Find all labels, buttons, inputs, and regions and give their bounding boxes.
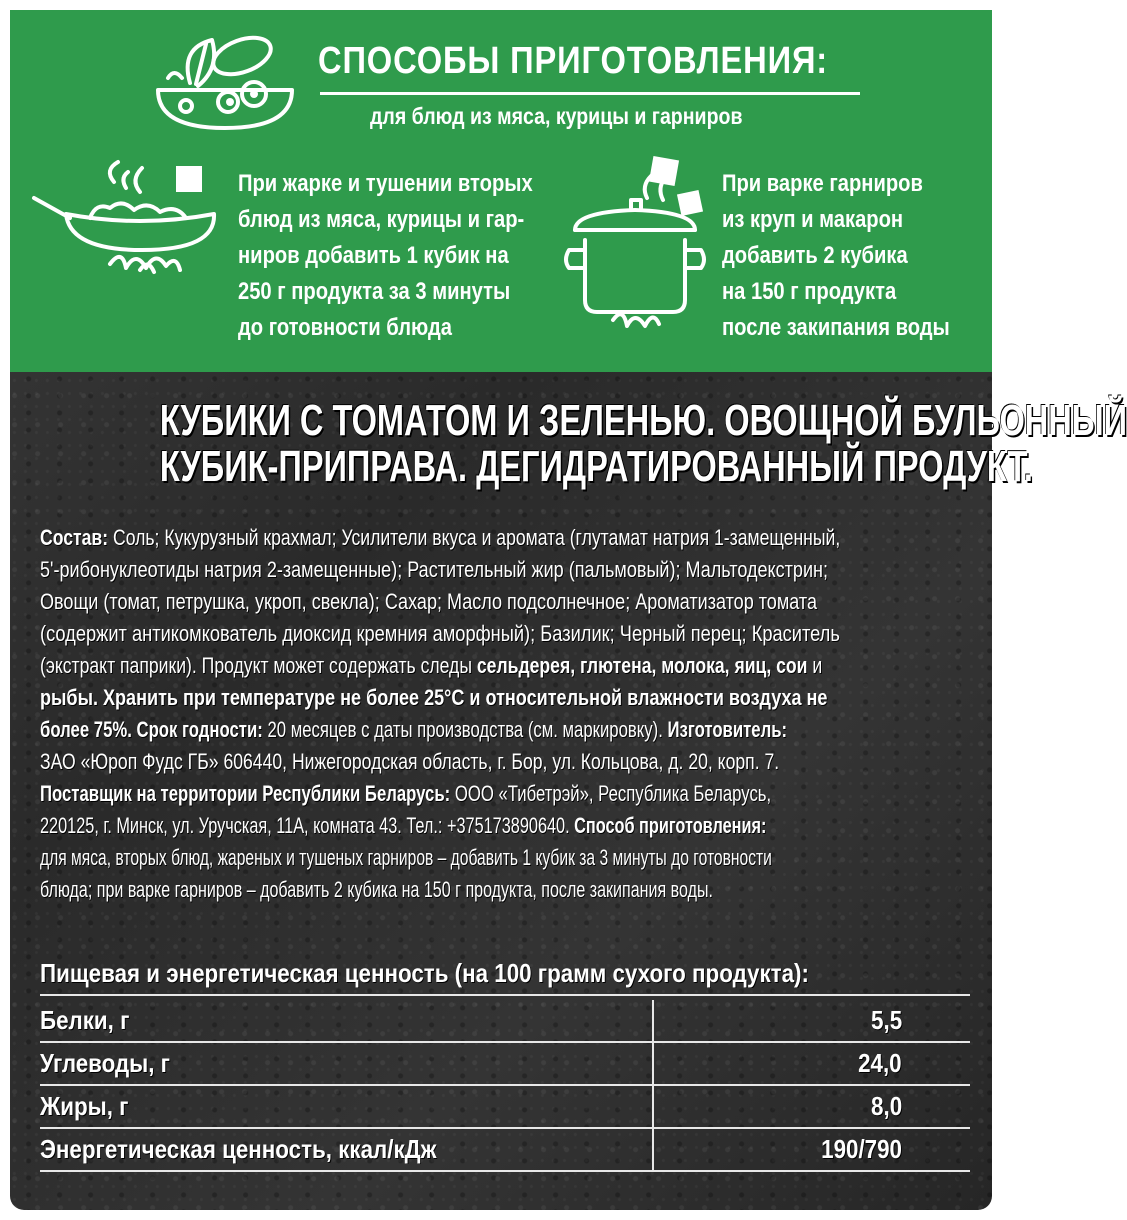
frying-line: до готовности блюда (238, 314, 453, 341)
composition-line: Овощи (томат, петрушка, укроп, свекла); Сахар; Масло подсолнечное; Ароматизатор томата (40, 589, 817, 614)
salad-bowl-icon (150, 28, 300, 138)
boiling-line: на 150 г продукта (722, 278, 897, 305)
composition-line: 220125, г. Минск, ул. Уручская, 11А, комната 43. Тел.: +375173890640. Способ приготовления: (40, 813, 767, 838)
product-title-line: КУБИКИ С ТОМАТОМ И ЗЕЛЕНЬЮ. ОВОЩНОЙ БУЛЬОННЫЙ (159, 396, 1127, 445)
frying-line: ниров добавить 1 кубик на (238, 242, 509, 269)
nutrient-value: 24,0 (653, 1042, 970, 1085)
nutrition-table (40, 1000, 970, 1172)
preparation-text: для мяса, вторых блюд, жареных и тушеных гарниров – добавить 1 кубик за 3 минуты до готовности (40, 845, 772, 870)
nutrient-value: 190/790 (653, 1128, 970, 1171)
composition-line: Поставщик на территории Республики Беларусь: ООО «Тибетрэй», Республика Беларусь, (40, 781, 772, 806)
nutrient-label: Белки, г (40, 1000, 653, 1042)
product-title-line: КУБИК-ПРИПРАВА. ДЕГИДРАТИРОВАННЫЙ ПРОДУКТ. (159, 442, 1033, 491)
allergens: сельдерея, глютена, молока, яиц, сои (476, 653, 808, 678)
nutrient-value: 8,0 (653, 1085, 970, 1128)
nutrition-row (40, 1128, 970, 1171)
boiling-line: При варке гарниров (722, 170, 923, 197)
nutrient-label: Жиры, г (40, 1085, 653, 1128)
product-label (10, 10, 1127, 1210)
nutrition-row (40, 1000, 970, 1042)
frying-line: 250 г продукта за 3 минуты (238, 278, 511, 305)
frying-line: При жарке и тушении вторых (238, 170, 533, 197)
composition-line: 5'-рибонуклеотиды натрия 2-замещенные); Растительный жир (пальмовый); Мальтодекстрин; (40, 557, 829, 582)
preparation-label: Способ приготовления: (574, 813, 767, 838)
nutrition-title: Пищевая и энергетическая ценность (на 100 грамм сухого продукта): (40, 958, 809, 988)
nutrition-row (40, 1085, 970, 1128)
manufacturer-label: Изготовитель: (667, 717, 788, 742)
cooking-methods-panel (10, 10, 992, 372)
nutrition-title-underline (40, 994, 970, 996)
boiling-line: добавить 2 кубика (722, 242, 908, 269)
composition-line: Состав: Соль; Кукурузный крахмал; Усилители вкуса и аромата (глутамат натрия 1-замещенный, (40, 525, 841, 550)
cooking-pot-icon (555, 150, 715, 340)
supplier-label: Поставщик на территории Республики Беларусь: (40, 781, 451, 806)
title-underline (320, 92, 860, 95)
composition-line: (содержит антикомкователь диоксид кремния аморфный); Базилик; Черный перец; Краситель (40, 621, 840, 646)
composition-text (40, 522, 962, 906)
product-title (40, 396, 1127, 491)
manufacturer-address: ЗАО «Юроп Фудс ГБ» 606440, Нижегородская область, г. Бор, ул. Кольцова, д. 20, корп. 7. (40, 749, 780, 774)
cooking-methods-title: СПОСОБЫ ПРИГОТОВЛЕНИЯ: (318, 40, 829, 82)
nutrition-row (40, 1042, 970, 1085)
nutrient-label: Энергетическая ценность, ккал/кДж (40, 1128, 653, 1171)
storage-conditions: рыбы. Хранить при температуре не более 25°С и относительной влажности воздуха не (40, 685, 828, 710)
boiling-instructions (722, 166, 950, 346)
frying-pan-icon (30, 158, 230, 288)
composition-line: более 75%. Срок годности: 20 месяцев с даты производства (см. маркировку). Изготовитель: (40, 717, 788, 742)
boiling-line: из круп и макарон (722, 206, 904, 233)
composition-line: (экстракт паприки). Продукт может содержать следы сельдерея, глютена, молока, яиц, сои и (40, 653, 823, 678)
nutrient-value: 5,5 (653, 1000, 970, 1042)
preparation-text: блюда; при варке гарниров – добавить 2 кубика на 150 г продукта, после закипания воды. (40, 877, 713, 902)
frying-line: блюд из мяса, курицы и гар- (238, 206, 525, 233)
composition-label: Состав: (40, 525, 109, 550)
cooking-methods-subtitle: для блюд из мяса, курицы и гарниров (370, 103, 743, 129)
boiling-line: после закипания воды (722, 314, 950, 341)
shelf-life-label: более 75%. Срок годности: (40, 717, 263, 742)
frying-instructions (238, 166, 533, 346)
nutrient-label: Углеводы, г (40, 1042, 653, 1085)
